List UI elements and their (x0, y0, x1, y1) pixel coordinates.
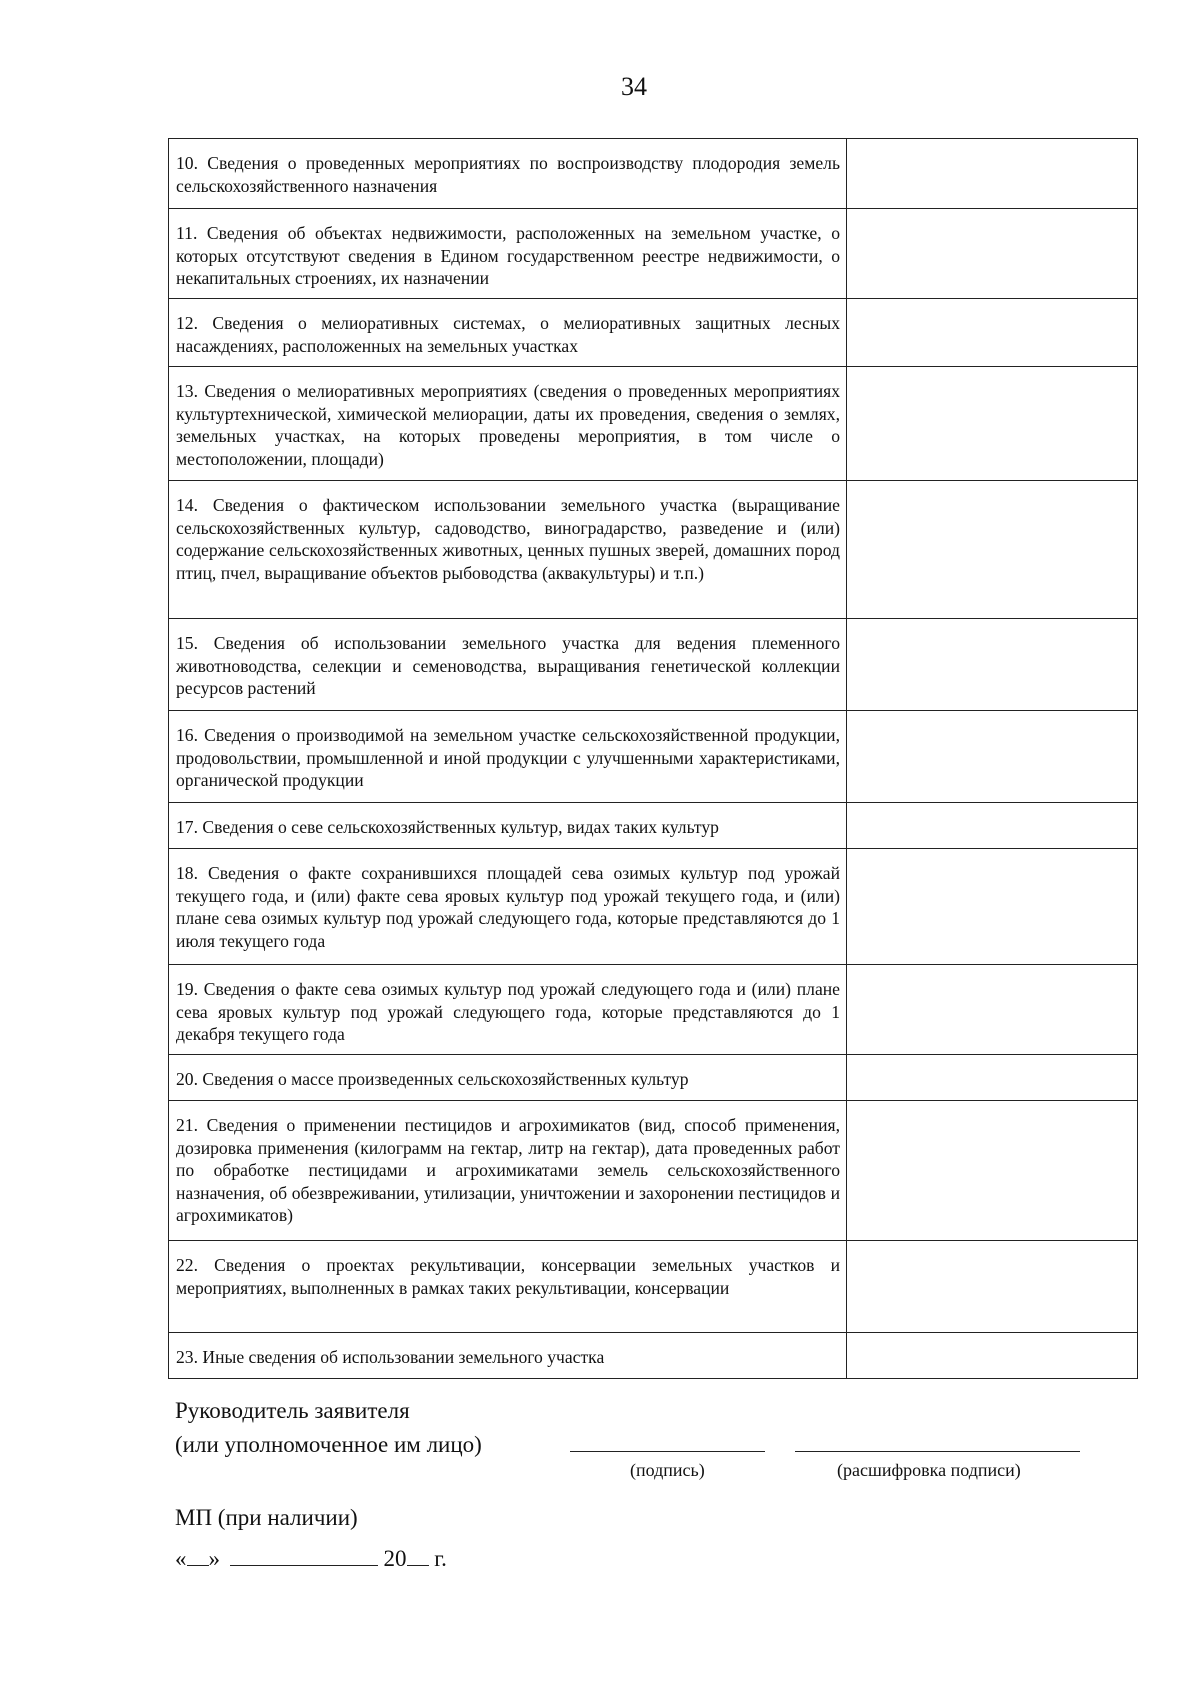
row-value-cell[interactable] (847, 139, 1138, 209)
table-row (169, 849, 1138, 965)
year-blank[interactable] (407, 1545, 429, 1566)
table-row (169, 367, 1138, 481)
signature-decoding-line[interactable] (795, 1451, 1080, 1452)
row-value-cell[interactable] (847, 711, 1138, 803)
seal-note: МП (при наличии) (175, 1505, 358, 1530)
row-description: 19. Сведения о факте сева озимых культур под урожай следующего года и (или) плане сева яровых культур под урожай следующего года, которые представляются до 1 декабря текущего года (169, 965, 847, 1055)
date-open-quote: « (175, 1546, 187, 1571)
row-description: 22. Сведения о проектах рекультивации, консервации земельных участков и мероприятиях, выполненных в рамках таких рекультивации, консервации (169, 1241, 847, 1333)
year-suffix: г. (434, 1546, 447, 1571)
page-number: 34 (621, 72, 647, 101)
row-value-cell[interactable] (847, 1241, 1138, 1333)
row-description: 17. Сведения о севе сельскохозяйственных культур, видах таких культур (169, 803, 847, 849)
table-row (169, 299, 1138, 367)
row-description: 16. Сведения о производимой на земельном участке сельскохозяйственной продукции, продовольствии, промышленной и иной продукции с улучшенными характеристиками, органической продукции (169, 711, 847, 803)
table-row (169, 803, 1138, 849)
row-value-cell[interactable] (847, 1333, 1138, 1379)
row-description: 18. Сведения о факте сохранившихся площадей сева озимых культур под урожай текущего года, и (или) факте сева яровых культур под урожай текущего года, и (или) плане сева озимых культур под урожай следующего года, которые представляются до 1 июля текущего года (169, 849, 847, 965)
row-value-cell[interactable] (847, 481, 1138, 619)
table-row (169, 139, 1138, 209)
row-value-cell[interactable] (847, 299, 1138, 367)
table-row (169, 619, 1138, 711)
row-description: 14. Сведения о фактическом использовании земельного участка (выращивание сельскохозяйственных культур, садоводство, виноградарство, разведение и (или) содержание сельскохозяйственных животных, ценных пушных зверей, домашних пород птиц, пчел, выращивание объектов рыбоводства (аквакультуры) и т.п.) (169, 481, 847, 619)
row-description: 15. Сведения об использовании земельного участка для ведения племенного животноводства, селекции и семеноводства, выращивания генетической коллекции ресурсов растений (169, 619, 847, 711)
day-blank[interactable] (187, 1545, 209, 1566)
row-description: 11. Сведения об объектах недвижимости, расположенных на земельном участке, о которых отсутствуют сведения в Едином государственном реестре недвижимости, о некапитальных строениях, их назначении (169, 209, 847, 299)
row-description: 10. Сведения о проведенных мероприятиях по воспроизводству плодородия земель сельскохозяйственного назначения (169, 139, 847, 209)
row-description: 21. Сведения о применении пестицидов и агрохимикатов (вид, способ применения, дозировка применения (килограмм на гектар, литр на гектар), дата проведенных работ по обработке пестицидами и агрохимикатами земель сельскохозяйственного назначения, об обезвреживании, утилизации, уничтожении и захоронении пестицидов и агрохимикатов) (169, 1101, 847, 1241)
row-description: 12. Сведения о мелиоративных системах, о мелиоративных защитных лесных насаждениях, расположенных на земельных участках (169, 299, 847, 367)
table-row (169, 209, 1138, 299)
information-table (168, 138, 1138, 1379)
signature-decoding-caption: (расшифровка подписи) (837, 1460, 1021, 1480)
row-description: 13. Сведения о мелиоративных мероприятиях (сведения о проведенных мероприятиях культуртехнической, химической мелиорации, даты их проведения, сведения о землях, земельных участках, на которых проведены мероприятия, в том числе о местоположении, площади) (169, 367, 847, 481)
row-value-cell[interactable] (847, 965, 1138, 1055)
month-blank[interactable] (230, 1545, 378, 1566)
row-value-cell[interactable] (847, 1101, 1138, 1241)
table-row (169, 1101, 1138, 1241)
row-value-cell[interactable] (847, 849, 1138, 965)
row-description: 23. Иные сведения об использовании земельного участка (169, 1333, 847, 1379)
row-value-cell[interactable] (847, 803, 1138, 849)
row-description: 20. Сведения о массе произведенных сельскохозяйственных культур (169, 1055, 847, 1101)
signature-caption: (подпись) (630, 1460, 705, 1480)
row-value-cell[interactable] (847, 209, 1138, 299)
row-value-cell[interactable] (847, 1055, 1138, 1101)
signatory-subtitle: (или уполномоченное им лицо) (175, 1432, 482, 1457)
table-row (169, 711, 1138, 803)
signatory-title: Руководитель заявителя (175, 1398, 410, 1423)
table-row (169, 1055, 1138, 1101)
table-row (169, 1333, 1138, 1379)
table-row (169, 1241, 1138, 1333)
table-row (169, 481, 1138, 619)
row-value-cell[interactable] (847, 619, 1138, 711)
signature-line[interactable] (570, 1451, 765, 1452)
year-prefix: 20 (383, 1546, 407, 1571)
table-row (169, 965, 1138, 1055)
date-close-quote: » (208, 1546, 220, 1571)
date-line (175, 1545, 447, 1572)
row-value-cell[interactable] (847, 367, 1138, 481)
